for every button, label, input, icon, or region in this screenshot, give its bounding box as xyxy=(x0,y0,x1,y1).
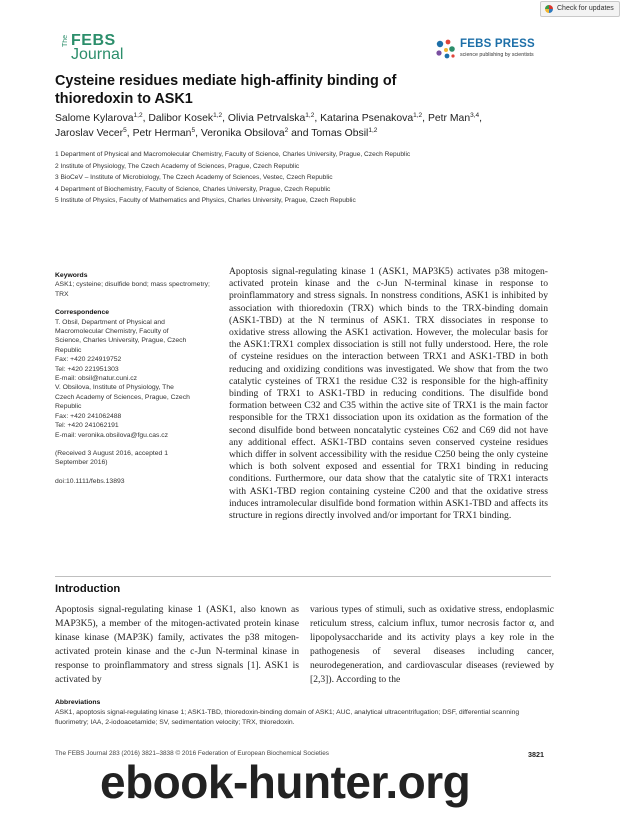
author-conjunction: and xyxy=(291,127,309,139)
author: Petr Herman$^5$ xyxy=(132,126,196,139)
introduction-heading: Introduction xyxy=(55,583,121,595)
febs-press-dots-icon xyxy=(434,38,456,60)
article-title xyxy=(55,72,535,108)
journal-logo-prefix: The xyxy=(62,34,69,47)
page-number: 3821 xyxy=(528,750,544,759)
crossmark-icon xyxy=(545,5,553,13)
title-line-1: Cysteine residues mediate high-affinity binding of xyxy=(55,73,397,89)
introduction-column-2: various types of stimuli, such as oxidative stress, endoplasmic reticulum stress, calcium influx, tumor necrosis factor α, and lipopolysaccharide and its activity plays a key role in the pathogenesis of several diseases including cancer, neurodegeneration, and cardiovascular diseases (reviewed by [2,3]). According to the xyxy=(310,604,554,685)
received-date: (Received 3 August 2016, accepted 1 xyxy=(55,449,168,457)
correspondence-line: Science, Charles University, Prague, Czech xyxy=(55,337,187,345)
watermark: ebook-hunter.org xyxy=(100,756,471,808)
section-divider xyxy=(55,576,551,577)
abstract: Apoptosis signal-regulating kinase 1 (ASK1, MAP3K5) activates p38 mitogen-activated protein kinase and the c-Jun N-terminal kinase in response to proinflammatory and stress signals. In nonstress conditions, ASK1 is inhibited by association with thioredoxin (TRX) which binds to the TRX-binding domain (ASK1-TBD) at the N terminus of ASK1. TRX dissociates in response to oxidative stress allowing the ASK1 activation. However, the molecular basis for the ASK1:TRX1 complex dissociation is still not fully understood. Here, the role of cysteine residues on the interaction between TRX1 and ASK1-TBD in both reducing and oxidizing conditions was investigated. We show that from the two catalytic cysteines of TRX1 the residue C32 is responsible for the high-affinity binding of TRX1 to ASK1-TBD in reducing conditions. The disulfide bond formation between C32 and C35 within the active site of TRX1 is the main factor responsible for the TRX1 dissociation upon its oxidation as the formation of the second disulfide bond between noncatalytic cysteines C62 and C69 did not have any additional effect. ASK1-TBD contains seven conserved cysteine residues which differ in solvent accessibility with the residue C250 being the only cysteine which is both solvent exposed and essential for TRX1 binding in reducing conditions. Furthermore, our data show that the catalytic site of TRX1 interacts with ASK1-TBD region containing cysteine C200 and that the oxidative stress induces intramolecular disulfide bond formation within ASK1-TBD and affects its structure in regions directly involved and/or important for TRX1 binding. xyxy=(229,266,548,522)
publisher-tagline: science publishing by scientists xyxy=(460,52,534,58)
febs-journal-logo xyxy=(62,33,132,63)
author: Tomas Obsil$^{1,2}$ xyxy=(311,126,378,139)
correspondence-heading: Correspondence xyxy=(55,309,110,317)
correspondence-line: Republic xyxy=(55,346,82,354)
abbreviations-heading: Abbreviations xyxy=(55,699,101,706)
journal-logo-name: FEBS xyxy=(71,32,116,49)
check-for-updates-label: Check for updates xyxy=(557,5,614,12)
correspondence-line: Fax: +420 241062488 xyxy=(55,412,122,420)
author: Veronika Obsilova$^2$ xyxy=(200,126,289,139)
introduction-column-1: Apoptosis signal-regulating kinase 1 (ASK1, also known as MAP3K5), a member of the mitogen-activated protein kinase kinase kinase (MAP3K) family, activates the p38 mitogen-activated protein kinase and the c-Jun N-terminal kinase in response to proinflammatory and stress signals [1]. ASK1 is activated by xyxy=(55,604,299,685)
author: Salome Kylarova$^{1,2}$ xyxy=(55,112,143,124)
doi-link[interactable]: doi:10.1111/febs.13893 xyxy=(55,477,125,485)
journal-logo-subname: Journal xyxy=(71,46,124,63)
correspondence-line: V. Obsilova, Institute of Physiology, The xyxy=(55,384,174,392)
received-date: September 2016) xyxy=(55,459,108,467)
correspondence-line: Tel: +420 221951303 xyxy=(55,365,119,373)
correspondence-email[interactable]: E-mail: obsil@natur.cuni.cz xyxy=(55,375,138,383)
publisher-name: FEBS PRESS xyxy=(460,38,535,50)
author-list: Salome Kylarova$^{1,2}$, Dalibor Kosek$^{1,2}$, Olivia Petrvalska$^{1,2}$, Katarina Psenakova$^{1,2}$, Petr Man$^{3,4}$, Jaroslav Vecer$^5$, Petr Herman$^5$, Veronika Obsilova$^2$ and Tomas Obsil$^{1,2}$ xyxy=(55,112,483,139)
check-for-updates-button[interactable] xyxy=(540,1,620,17)
abbreviations-text: ASK1, apoptosis signal-regulating kinase 1; ASK1-TBD, thioredoxin-binding domain of ASK1; AUC, analytical ultracentrifugation; DSF, differential scanning fluorimetry; IAA, 2-iodoacetamide; SV, sedimentation velocity; TRX, thioredoxin. xyxy=(55,709,520,726)
affiliation: 4 Department of Biochemistry, Faculty of Science, Charles University, Prague, Czech Republic xyxy=(55,185,331,193)
author: Dalibor Kosek$^{1,2}$ xyxy=(148,112,223,124)
affiliation: 3 BioCeV – Institute of Microbiology, The Czech Academy of Sciences, Vestec, Czech Republic xyxy=(55,174,333,181)
affiliation: 1 Department of Physical and Macromolecular Chemistry, Faculty of Science, Charles University, Prague, Czech Republic xyxy=(55,151,411,158)
author: Katarina Psenakova$^{1,2}$ xyxy=(320,112,423,124)
author: Jaroslav Vecer$^5$ xyxy=(55,126,127,139)
author: Olivia Petrvalska$^{1,2}$ xyxy=(227,112,315,124)
affiliation: 5 Institute of Physics, Faculty of Mathematics and Physics, Charles University, Prague, Czech Republic xyxy=(55,197,356,204)
keywords: ASK1; cysteine; disulfide bond; mass spectrometry; TRX xyxy=(55,281,210,298)
correspondence-line: Czech Academy of Sciences, Prague, Czech xyxy=(55,393,190,401)
title-line-2: thioredoxin to ASK1 xyxy=(55,91,193,107)
correspondence-line: Republic xyxy=(55,403,82,411)
affiliation: 2 Institute of Physiology, The Czech Academy of Sciences, Prague, Czech Republic xyxy=(55,162,300,170)
correspondence-email[interactable]: E-mail: veronika.obsilova@fgu.cas.cz xyxy=(55,431,169,439)
author: Petr Man$^{3,4}$ xyxy=(427,112,480,124)
keywords-heading: Keywords xyxy=(55,272,88,279)
correspondence-line: Macromolecular Chemistry, Faculty of xyxy=(55,328,169,336)
article-sidebar xyxy=(55,271,215,486)
correspondence-line: Tel: +420 241062191 xyxy=(55,422,119,430)
correspondence-line: Fax: +420 224919752 xyxy=(55,356,122,364)
affiliations xyxy=(55,149,575,207)
page-footer: The FEBS Journal 283 (2016) 3821–3838 © 2016 Federation of European Biochemical Societies xyxy=(55,750,329,757)
febs-press-logo xyxy=(434,38,564,62)
correspondence-line: T. Obsil, Department of Physical and xyxy=(55,318,165,326)
